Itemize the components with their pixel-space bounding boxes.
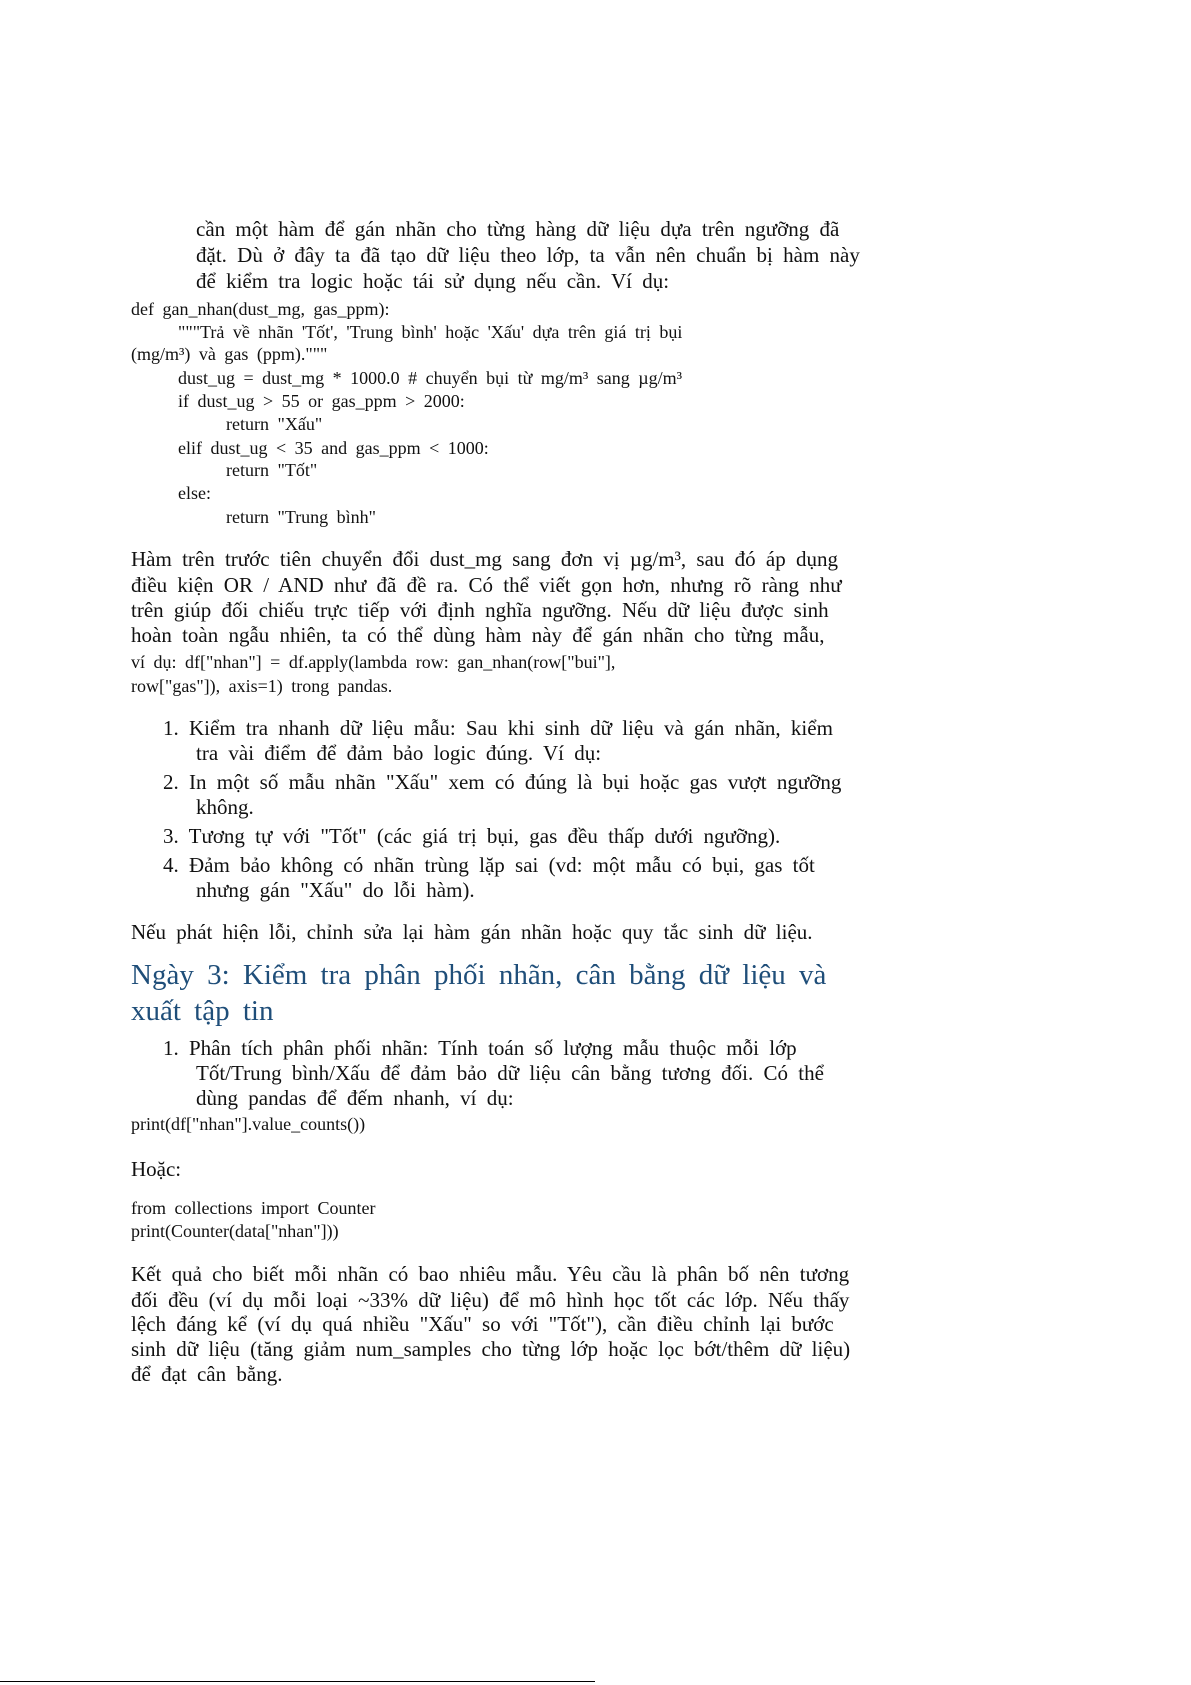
section-heading: xuất tập tin xyxy=(131,995,274,1027)
code-line: else: xyxy=(178,483,211,503)
list-item-continuation: dùng pandas để đếm nhanh, ví dụ: xyxy=(196,1086,514,1110)
paragraph-line: lệch đáng kể (ví dụ quá nhiều "Xấu" so với "Tốt"), cần điều chỉnh lại bước xyxy=(131,1312,834,1336)
list-item: 2. In một số mẫu nhãn "Xấu" xem có đúng là bụi hoặc gas vượt ngưỡng xyxy=(163,770,842,794)
code-line: return "Xấu" xyxy=(226,414,323,434)
footnote-separator xyxy=(0,1681,595,1682)
code-line: def gan_nhan(dust_mg, gas_ppm): xyxy=(131,299,390,319)
code-line: return "Trung bình" xyxy=(226,507,377,527)
paragraph-line: sinh dữ liệu (tăng giảm num_samples cho từng lớp hoặc lọc bớt/thêm dữ liệu) xyxy=(131,1337,851,1361)
paragraph-line: Hàm trên trước tiên chuyển đổi dust_mg sang đơn vị µg/m³, sau đó áp dụng xyxy=(131,547,838,571)
code-line: dust_ug = dust_mg * 1000.0 # chuyển bụi từ mg/m³ sang µg/m³ xyxy=(178,368,683,388)
intro-line: đặt. Dù ở đây ta đã tạo dữ liệu theo lớp, ta vẫn nên chuẩn bị hàm này xyxy=(196,243,860,267)
code-line: print(df["nhan"].value_counts()) xyxy=(131,1114,366,1134)
section-heading: Ngày 3: Kiểm tra phân phối nhãn, cân bằng dữ liệu và xyxy=(131,959,827,991)
list-item: 4. Đảm bảo không có nhãn trùng lặp sai (vd: một mẫu có bụi, gas tốt xyxy=(163,853,815,877)
paragraph-line: Nếu phát hiện lỗi, chỉnh sửa lại hàm gán nhãn hoặc quy tắc sinh dữ liệu. xyxy=(131,920,813,944)
paragraph-line: ví dụ: df["nhan"] = df.apply(lambda row: gan_nhan(row["bui"], xyxy=(131,652,616,672)
list-item-continuation: Tốt/Trung bình/Xấu để đảm bảo dữ liệu cân bằng tương đối. Có thể xyxy=(196,1061,824,1085)
code-line: print(Counter(data["nhan"])) xyxy=(131,1221,339,1241)
list-item: 1. Kiểm tra nhanh dữ liệu mẫu: Sau khi sinh dữ liệu và gán nhãn, kiểm xyxy=(163,716,833,740)
list-item: 3. Tương tự với "Tốt" (các giá trị bụi, gas đều thấp dưới ngưỡng). xyxy=(163,824,781,848)
intro-line: để kiểm tra logic hoặc tái sử dụng nếu cần. Ví dụ: xyxy=(196,269,670,293)
code-line: if dust_ug > 55 or gas_ppm > 2000: xyxy=(178,391,465,411)
paragraph-line: Kết quả cho biết mỗi nhãn có bao nhiêu mẫu. Yêu cầu là phân bố nên tương xyxy=(131,1262,850,1286)
code-line: """Trả về nhãn 'Tốt', 'Trung bình' hoặc 'Xấu' dựa trên giá trị bụi xyxy=(178,322,683,342)
list-item: 1. Phân tích phân phối nhãn: Tính toán số lượng mẫu thuộc mỗi lớp xyxy=(163,1036,797,1060)
paragraph-line: hoàn toàn ngẫu nhiên, ta có thể dùng hàm này để gán nhãn cho từng mẫu, xyxy=(131,623,825,647)
intro-line: cần một hàm để gán nhãn cho từng hàng dữ liệu dựa trên ngưỡng đã xyxy=(196,217,840,241)
code-line: elif dust_ug < 35 and gas_ppm < 1000: xyxy=(178,438,489,458)
paragraph-line: trên giúp đối chiếu trực tiếp với định nghĩa ngưỡng. Nếu dữ liệu được sinh xyxy=(131,598,829,622)
code-line: (mg/m³) và gas (ppm).""" xyxy=(131,344,328,364)
code-line: from collections import Counter xyxy=(131,1198,376,1218)
paragraph-line: đối đều (ví dụ mỗi loại ~33% dữ liệu) để mô hình học tốt các lớp. Nếu thấy xyxy=(131,1288,850,1312)
paragraph-line: row["gas"]), axis=1) trong pandas. xyxy=(131,676,393,696)
list-item-continuation: tra vài điểm để đảm bảo logic đúng. Ví dụ: xyxy=(196,741,602,765)
paragraph-line: điều kiện OR / AND như đã đề ra. Có thể viết gọn hơn, nhưng rõ ràng như xyxy=(131,573,842,597)
code-line: return "Tốt" xyxy=(226,460,318,480)
or-label: Hoặc: xyxy=(131,1157,182,1181)
paragraph-line: để đạt cân bằng. xyxy=(131,1362,283,1386)
list-item-continuation: không. xyxy=(196,795,254,819)
list-item-continuation: nhưng gán "Xấu" do lỗi hàm). xyxy=(196,878,475,902)
